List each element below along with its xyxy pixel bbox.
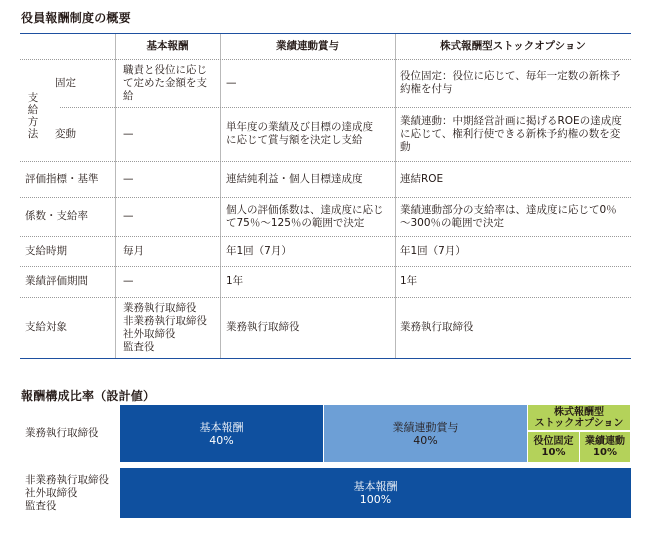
row-label: 支給時期 (25, 244, 67, 257)
composition-segment: 基本報酬 40% (120, 405, 323, 462)
row-label: 評価指標・基準 (25, 172, 99, 185)
column-header: 株式報酬型ストックオプション (440, 40, 586, 52)
table-cell: 1年 (400, 275, 418, 287)
row-divider (20, 161, 631, 162)
stock-option-sub-segment: 業績連動 10% (580, 432, 630, 462)
stock-option-sub-segment: 役位固定 10% (528, 432, 579, 462)
table-cell: 個人の評価係数は、達成度に応じ て75％～125％の範囲で決定 (226, 203, 384, 229)
row-label: 業績評価期間 (25, 275, 88, 287)
row-divider (60, 107, 631, 108)
row-divider (20, 59, 631, 60)
table-cell: 毎月 (123, 244, 144, 257)
table-cell: 連結ROE (400, 172, 444, 185)
table-cell: 年1回（7月） (400, 244, 466, 257)
composition-row-label: 業務執行取締役 (25, 427, 99, 439)
row-divider (20, 197, 631, 198)
section-title-overview: 役員報酬制度の概要 (21, 11, 131, 25)
row-label: 変動 (55, 127, 76, 140)
table-cell: 1年 (226, 275, 244, 287)
table-cell: 業績連動部分の支給率は、達成度に応じて0％ ～300％の範囲で決定 (400, 203, 617, 229)
table-cell: 業務執行取締役 (226, 321, 300, 333)
column-divider (220, 34, 221, 358)
row-label: 支給対象 (25, 321, 67, 333)
composition-segment: 業績連動賞与 40% (324, 405, 527, 462)
table-cell: — (123, 275, 134, 287)
section-title-composition: 報酬構成比率（設計値） (21, 389, 156, 403)
table-cell: 業務執行取締役 (400, 321, 474, 333)
table-cell: 役位固定：役位に応じて、毎年一定数の新株予 約権を付与 (400, 70, 621, 95)
column-header: 業績連動賞与 (276, 40, 339, 52)
table-cell: — (123, 172, 134, 185)
column-divider (395, 34, 396, 358)
table-cell: 職責と役位に応じ て定めた金額を支 給 (123, 63, 207, 102)
table-cell: 連結純利益・個人目標達成度 (226, 172, 363, 185)
row-divider (20, 266, 631, 267)
row-label: 固定 (55, 76, 76, 89)
column-divider (115, 34, 116, 358)
table-cell: 年1回（7月） (226, 244, 292, 257)
table-cell: 単年度の業績及び目標の達成度 に応じて賞与額を決定し支給 (226, 121, 373, 146)
composition-row-label: 非業務執行取締役 社外取締役 監査役 (25, 473, 109, 512)
table-bottom-rule (20, 358, 631, 359)
row-divider (20, 236, 631, 237)
table-cell: — (123, 127, 134, 140)
table-cell: — (226, 76, 237, 89)
table-cell: 業務執行取締役 非業務執行取締役 社外取締役 監査役 (123, 301, 207, 353)
row-divider (20, 297, 631, 298)
stock-option-segment: 株式報酬型 ストックオプション (528, 405, 630, 430)
table-cell: — (123, 210, 134, 222)
row-label: 係数・支給率 (25, 210, 88, 222)
column-header: 基本報酬 (146, 40, 189, 52)
payment-method-label: 支給方法 (27, 92, 39, 140)
table-cell: 業績連動：中期経営計画に掲げるROEの達成度 に応じて、権利行使できる新株予約権の数を変 動 (400, 114, 622, 153)
composition-segment: 基本報酬 100% (120, 468, 631, 518)
